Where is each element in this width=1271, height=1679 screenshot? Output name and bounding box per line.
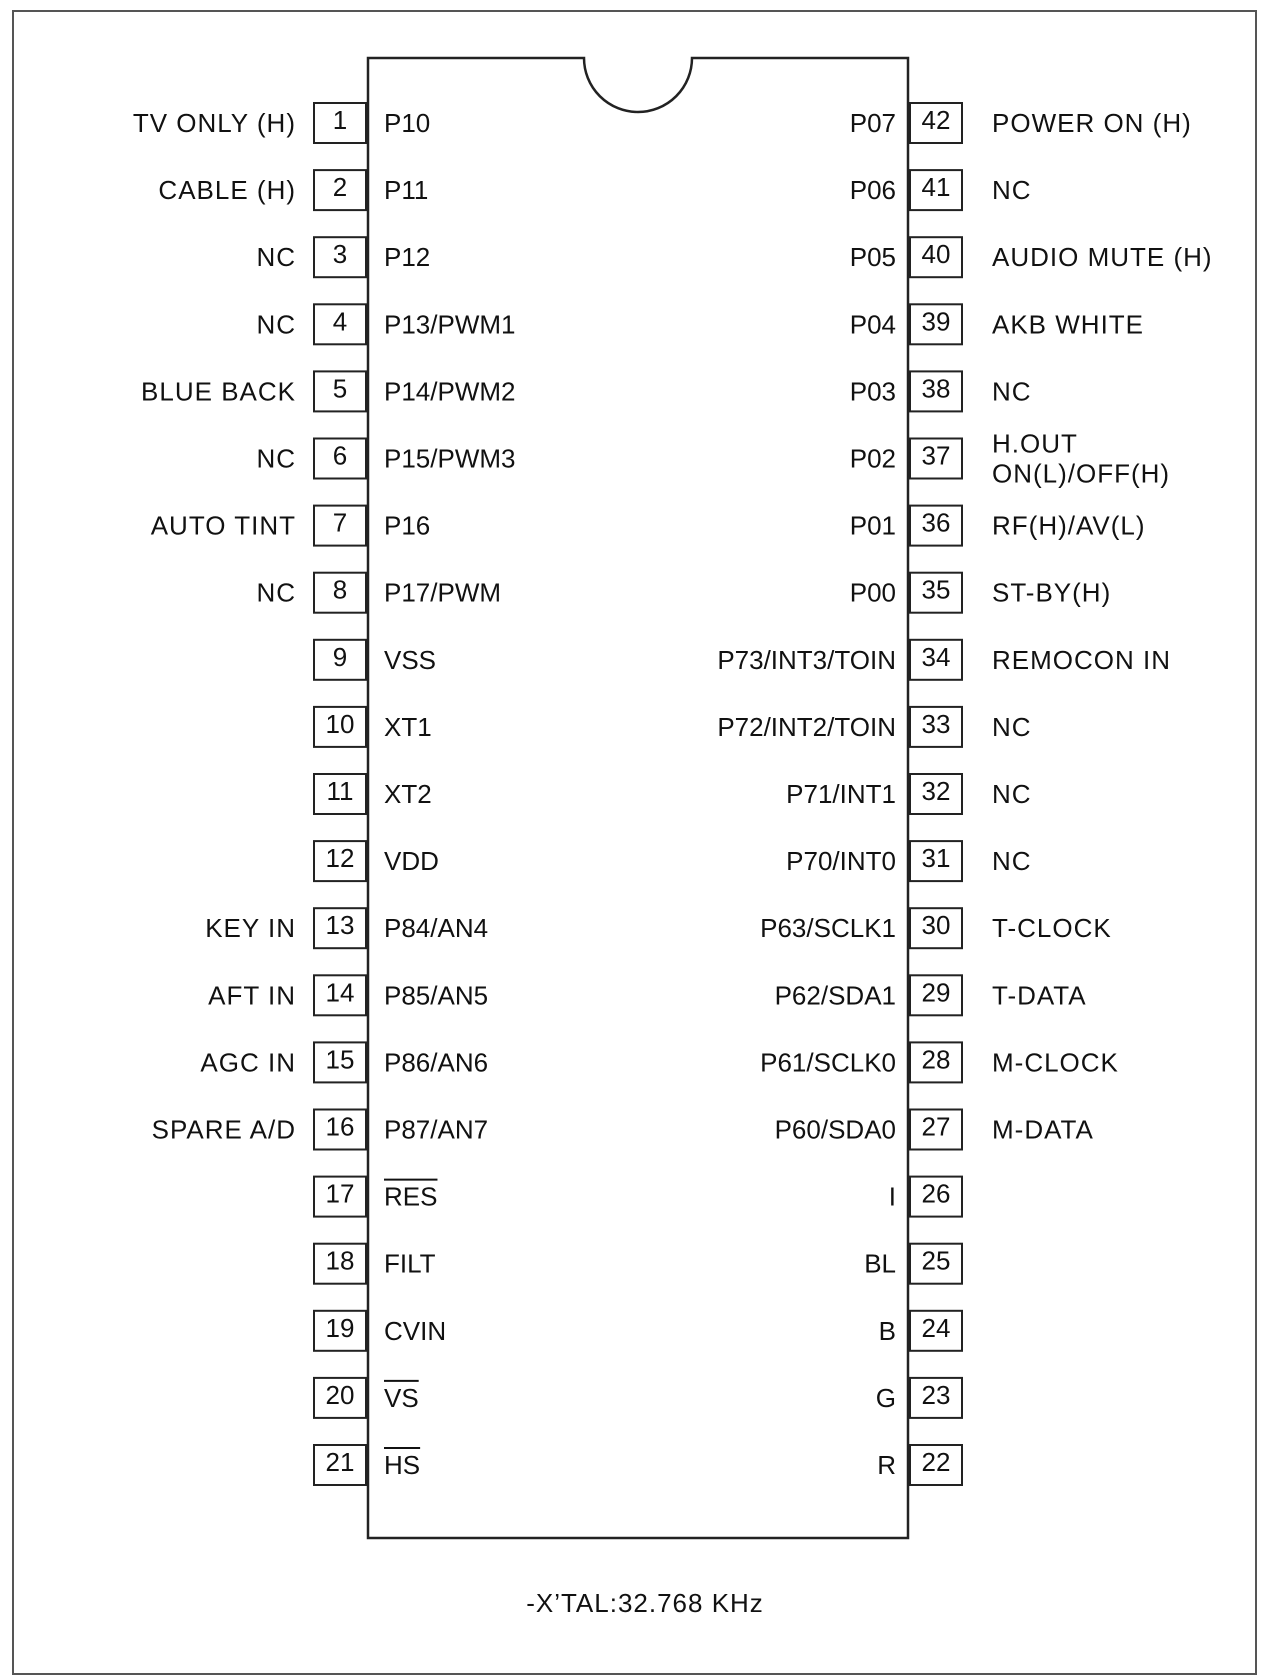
pin-number: 36	[921, 507, 951, 538]
pin-42	[850, 103, 1192, 143]
pin-function-label: NC	[992, 779, 1032, 809]
pin-function-label: BLUE BACK	[141, 376, 296, 407]
port-label: P61/SCLK0	[760, 1047, 896, 1078]
port-label: R	[877, 1450, 896, 1480]
port-label: P05	[849, 242, 896, 273]
port-label: P85/AN5	[384, 980, 489, 1011]
port-label: P73/INT3/TOIN	[717, 644, 896, 675]
pin-38	[850, 371, 1032, 411]
pin-function-label: AFT IN	[208, 980, 296, 1011]
pin-number: 42	[921, 105, 951, 135]
pin-14	[208, 975, 488, 1015]
pin-number: 35	[921, 574, 951, 605]
pin-function-label: NC	[992, 846, 1032, 877]
pin-function-label: NC	[256, 242, 296, 273]
pin-function-label: ON(L)/OFF(H)	[992, 458, 1171, 489]
pin-27	[775, 1110, 1094, 1150]
pin-number: 29	[921, 977, 951, 1008]
pin-number: 12	[325, 843, 355, 874]
pin-function-label: KEY IN	[205, 913, 296, 944]
pin-number: 18	[325, 1245, 355, 1276]
pin-3	[256, 237, 430, 277]
pin-number: 31	[921, 843, 951, 874]
pin-19	[314, 1311, 446, 1351]
pin-10	[314, 707, 432, 747]
port-label: P70/INT0	[786, 846, 896, 877]
port-label: P02	[849, 443, 896, 474]
port-label: P00	[849, 577, 896, 608]
pin-number: 13	[325, 910, 355, 941]
port-label: FILT	[384, 1248, 436, 1279]
pin-function-label: T-CLOCK	[992, 913, 1112, 944]
pin-24	[879, 1311, 962, 1351]
port-label: P62/SDA1	[774, 980, 896, 1011]
pin-23	[876, 1378, 962, 1418]
pin-39	[850, 304, 1144, 344]
pin-18	[314, 1244, 436, 1284]
pin-number: 19	[325, 1312, 355, 1343]
pin-function-label: NC	[992, 175, 1032, 206]
pin-number: 10	[325, 708, 355, 739]
pin-function-label: M-CLOCK	[992, 1047, 1119, 1078]
port-label: P04	[849, 309, 896, 340]
port-label: VSS	[384, 644, 437, 675]
pin-number: 38	[921, 373, 951, 404]
port-label: P14/PWM2	[384, 376, 516, 407]
pin-7	[151, 506, 431, 546]
pin-34	[717, 640, 1171, 680]
pin-number: 32	[921, 776, 951, 806]
pin-number: 39	[921, 306, 951, 337]
port-label: CVIN	[384, 1315, 447, 1346]
pin-22	[877, 1445, 962, 1485]
pin-function-label: H.OUT	[992, 428, 1078, 459]
pin-20	[314, 1378, 419, 1418]
pin-number: 26	[921, 1178, 951, 1209]
pin-1	[133, 103, 430, 143]
pin-function-label: NC	[256, 577, 296, 608]
pin-number: 28	[921, 1044, 951, 1075]
pin-13	[205, 908, 488, 948]
pin-number: 1	[332, 105, 348, 135]
pin-function-label: SPARE A/D	[151, 1114, 296, 1145]
pin-number: 11	[326, 776, 354, 806]
pin-function-label: AKB WHITE	[992, 309, 1145, 340]
pin-number: 33	[921, 708, 951, 739]
pin-number: 20	[325, 1379, 355, 1410]
pin-number: 17	[325, 1178, 355, 1209]
pin-number: 9	[332, 641, 348, 672]
pin-9	[314, 640, 436, 680]
pin-number: 24	[921, 1312, 951, 1343]
pin-function-label: TV ONLY (H)	[132, 108, 296, 138]
pin-function-label: AUDIO MUTE (H)	[992, 242, 1213, 273]
port-label: VDD	[384, 846, 439, 877]
port-label: G	[875, 1382, 896, 1413]
pin-function-label: NC	[992, 711, 1032, 742]
pin-17	[314, 1177, 437, 1217]
pin-15	[200, 1042, 488, 1082]
pin-number: 8	[332, 574, 348, 605]
port-label: P84/AN4	[384, 913, 489, 944]
port-label: P86/AN6	[384, 1047, 489, 1078]
pin-number: 3	[332, 239, 348, 270]
pin-37	[850, 429, 1170, 489]
pin-6	[256, 439, 515, 479]
port-label: P07	[849, 108, 896, 138]
pin-30	[760, 908, 1112, 948]
pin-number: 37	[921, 440, 951, 471]
pin-33	[717, 707, 1031, 747]
pin-number: 41	[921, 172, 951, 203]
pin-11	[314, 774, 432, 814]
pin-number: 14	[325, 977, 355, 1008]
pin-number: 30	[921, 910, 951, 941]
port-label: RES	[384, 1181, 438, 1212]
port-label: I	[888, 1181, 896, 1212]
crystal-footnote: -X’TAL:32.768 KHz	[526, 1588, 764, 1618]
pin-function-label: M-DATA	[992, 1114, 1094, 1145]
pin-25	[864, 1244, 962, 1284]
port-label: P16	[384, 510, 431, 541]
pin-8	[256, 573, 501, 613]
port-label: HS	[384, 1450, 421, 1480]
pin-29	[775, 975, 1087, 1015]
port-label: P15/PWM3	[384, 443, 516, 474]
port-label: XT2	[384, 779, 432, 809]
pin-number: 27	[921, 1111, 951, 1142]
port-label: P60/SDA0	[774, 1114, 896, 1145]
pin-function-label: POWER ON (H)	[992, 108, 1192, 138]
pin-number: 2	[332, 172, 348, 203]
pin-number: 22	[921, 1447, 951, 1477]
left-pin-column	[133, 103, 516, 1485]
pin-function-label: RF(H)/AV(L)	[992, 510, 1146, 541]
pin-number: 40	[921, 239, 951, 270]
pin-36	[850, 506, 1146, 546]
right-pin-column	[717, 103, 1212, 1485]
port-label: VS	[384, 1382, 419, 1413]
pin-number: 7	[332, 507, 348, 538]
pin-16	[152, 1110, 488, 1150]
pin-28	[760, 1042, 1119, 1082]
port-label: P12	[384, 242, 431, 273]
pin-4	[256, 304, 515, 344]
port-label: P87/AN7	[384, 1114, 489, 1145]
pin-function-label: T-DATA	[992, 980, 1087, 1011]
pin-number: 34	[921, 641, 951, 672]
pin-number: 21	[325, 1447, 355, 1477]
port-label: P63/SCLK1	[760, 913, 896, 944]
port-label: P17/PWM	[384, 577, 502, 608]
pin-function-label: NC	[256, 309, 296, 340]
pin-40	[850, 237, 1213, 277]
port-label: P13/PWM1	[384, 309, 516, 340]
pin-number: 6	[332, 440, 348, 471]
port-label: P01	[849, 510, 896, 541]
pin-41	[850, 170, 1032, 210]
pin-function-label: CABLE (H)	[158, 175, 296, 206]
port-label: P03	[849, 376, 896, 407]
pin-function-label: AUTO TINT	[150, 510, 296, 541]
port-label: B	[878, 1315, 896, 1346]
pin-12	[314, 841, 439, 881]
port-label: P10	[384, 108, 431, 138]
pin-number: 23	[921, 1379, 951, 1410]
port-label: P72/INT2/TOIN	[717, 711, 896, 742]
pin-function-label: ST-BY(H)	[992, 577, 1112, 608]
port-label: P11	[384, 175, 429, 206]
pin-35	[850, 573, 1112, 613]
port-label: BL	[864, 1248, 896, 1279]
pin-2	[158, 170, 428, 210]
pin-number: 4	[332, 306, 348, 337]
pin-26	[889, 1177, 962, 1217]
pin-number: 15	[325, 1044, 355, 1075]
pin-function-label: NC	[256, 443, 296, 474]
port-label: XT1	[384, 711, 432, 742]
pin-function-label: AGC IN	[200, 1047, 296, 1078]
pin-5	[141, 371, 515, 411]
pin-function-label: REMOCON IN	[992, 644, 1171, 675]
port-label: P71/INT1	[786, 779, 896, 809]
pin-function-label: NC	[992, 376, 1032, 407]
pin-number: 16	[325, 1111, 355, 1142]
port-label: P06	[849, 175, 896, 206]
pin-number: 25	[921, 1245, 951, 1276]
pin-number: 5	[332, 373, 348, 404]
